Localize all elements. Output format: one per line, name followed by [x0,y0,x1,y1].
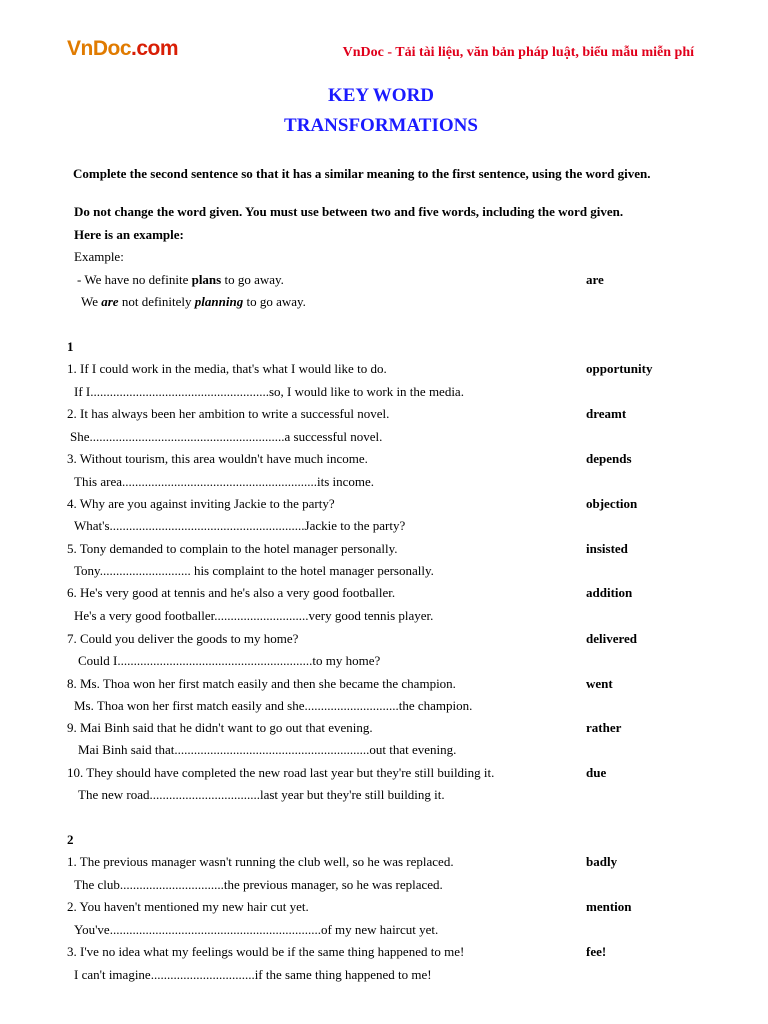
keyword: badly [586,854,618,869]
answer-sentence: She............................................................a successful novel. [70,429,383,444]
keyword: rather [586,720,622,735]
question-sentence: 6. He's very good at tennis and he's also a very good footballer. [67,585,396,600]
keyword: opportunity [586,361,653,376]
keyword: insisted [586,541,628,556]
keyword: depends [586,451,632,466]
question-sentence: 4. Why are you against inviting Jackie to the party? [67,496,335,511]
answer-sentence: Ms. Thoa won her first match easily and she.............................the champion. [74,698,473,713]
keyword: dreamt [586,406,627,421]
answer-sentence: I can't imagine................................if the same thing happened to me! [74,967,432,982]
example-sentence2: We are not definitely planning to go away. [81,294,306,309]
question-sentence: 7. Could you deliver the goods to my home? [67,631,299,646]
section-number: 1 [67,339,74,354]
answer-sentence: Mai Binh said that............................................................out that evening. [78,742,457,757]
logo-text: VnDoc [67,37,132,60]
answer-sentence: The new road..................................last year but they're still building it. [78,787,445,802]
answer-sentence: The club................................the previous manager, so he was replaced. [74,877,443,892]
answer-sentence: He's a very good footballer.............................very good tennis player. [74,608,434,623]
instruction-line1: Complete the second sentence so that it has a similar meaning to the first sentence, using the word given. [73,166,651,181]
answer-sentence: If I.......................................................so, I would like to work in the media. [74,384,464,399]
document-title-line2: TRANSFORMATIONS [284,115,478,136]
question-sentence: 1. The previous manager wasn't running the club well, so he was replaced. [67,854,454,869]
header-tagline: VnDoc - Tải tài liệu, văn bản pháp luật, biểu mẫu miễn phí [342,45,694,60]
keyword: delivered [586,631,638,646]
section-number: 2 [67,832,74,847]
keyword: addition [586,585,633,600]
keyword: objection [586,496,638,511]
document-title-line1: KEY WORD [327,85,435,106]
question-sentence: 1. If I could work in the media, that's what I would like to do. [67,361,387,376]
instruction-line2: Do not change the word given. You must use between two and five words, including the word given. [74,204,624,219]
question-sentence: 9. Mai Binh said that he didn't want to go out that evening. [67,720,373,735]
answer-sentence: What's............................................................Jackie to the party? [74,518,406,533]
example-keyword: are [586,272,604,287]
keyword: mention [586,899,632,914]
keyword: due [586,765,607,780]
question-sentence: 8. Ms. Thoa won her first match easily and then she became the champion. [67,676,456,691]
example-sentence1: - We have no definite plans to go away. [77,272,284,287]
question-sentence: 2. It has always been her ambition to write a successful novel. [67,406,390,421]
vndoc-logo[interactable] [67,37,178,61]
keyword: went [586,676,613,691]
question-sentence: 10. They should have completed the new road last year but they're still building it. [67,765,495,780]
answer-sentence: Could I............................................................to my home? [78,653,381,668]
instruction-line3: Here is an example: [74,227,184,242]
question-sentence: 3. I've no idea what my feelings would be if the same thing happened to me! [67,944,465,959]
logo-domain: .com [131,37,179,60]
question-sentence: 3. Without tourism, this area wouldn't have much income. [67,451,368,466]
keyword: fee! [586,944,607,959]
question-sentence: 5. Tony demanded to complain to the hotel manager personally. [67,541,398,556]
question-sentence: 2. You haven't mentioned my new hair cut yet. [67,899,309,914]
answer-sentence: You've.................................................................of my new haircut yet. [74,922,439,937]
example-label: Example: [74,249,124,264]
answer-sentence: Tony............................ his complaint to the hotel manager personally. [74,563,434,578]
answer-sentence: This area............................................................its income. [74,474,375,489]
